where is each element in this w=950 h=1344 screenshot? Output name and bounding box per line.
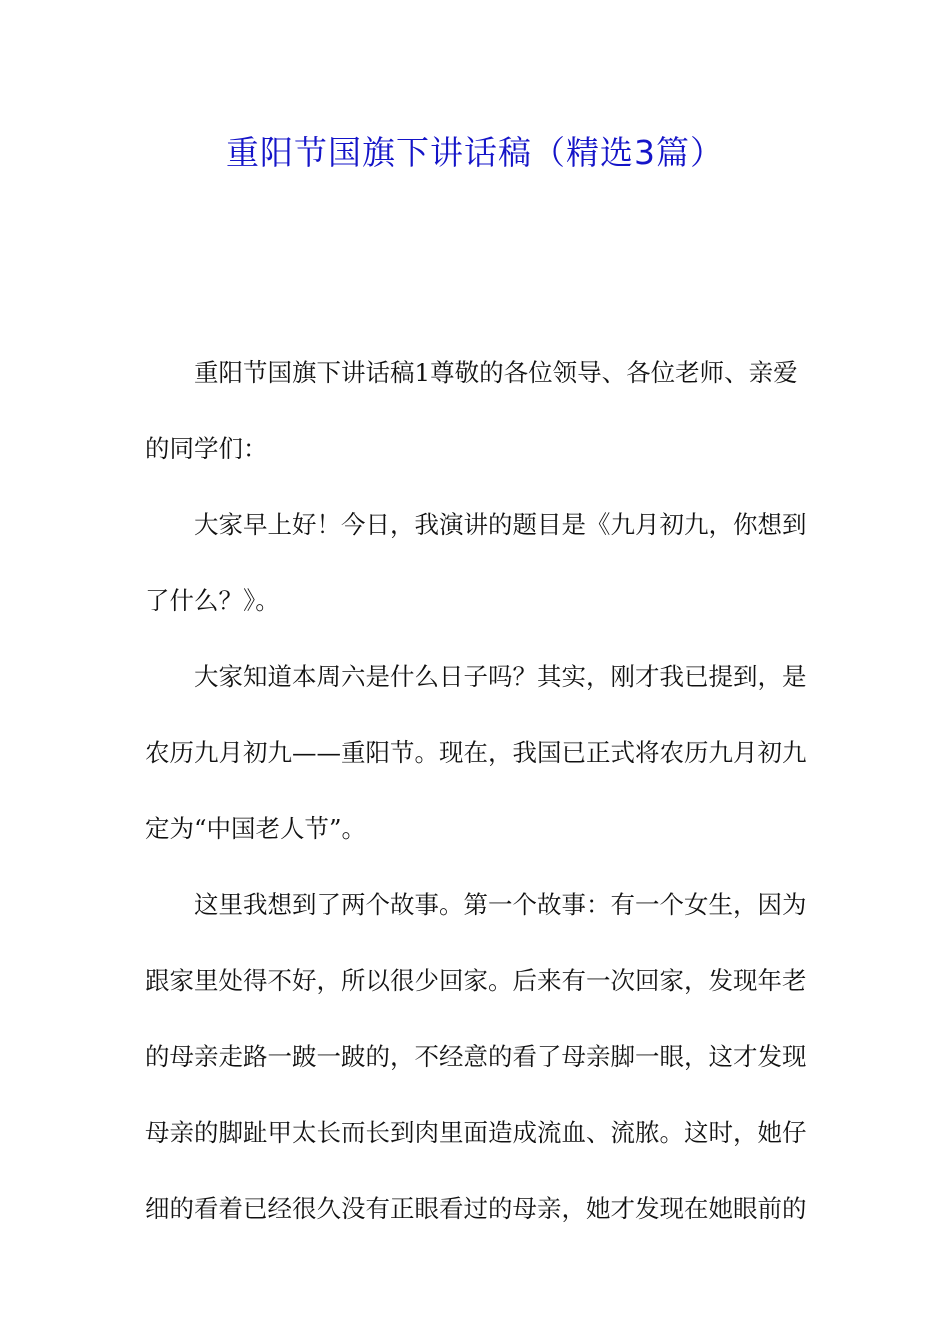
paragraph	[145, 867, 807, 1247]
paragraph	[145, 487, 807, 639]
text-line: 的母亲走路一跛一跛的，不经意的看了母亲脚一眼，这才发现	[145, 1042, 807, 1071]
text-line: 大家早上好！今日，我演讲的题目是《九月初九，你想到	[194, 510, 807, 539]
text-line: 母亲的脚趾甲太长而长到肉里面造成流血、流脓。这时，她仔	[145, 1118, 807, 1147]
text-line: 了什么？》。	[145, 586, 280, 615]
text-line: 的同学们：	[145, 434, 268, 463]
text-line: 大家知道本周六是什么日子吗？其实，刚才我已提到，是	[194, 662, 807, 691]
document-title: 重阳节国旗下讲话稿（精选3篇）	[226, 133, 724, 172]
text-line: 跟家里处得不好，所以很少回家。后来有一次回家，发现年老	[145, 966, 807, 995]
paragraph	[145, 335, 807, 487]
text-line: 重阳节国旗下讲话稿1尊敬的各位领导、各位老师、亲爱	[194, 358, 798, 387]
text-line: 定为“中国老人节”。	[145, 814, 367, 843]
paragraph	[145, 639, 807, 867]
text-line: 细的看着已经很久没有正眼看过的母亲，她才发现在她眼前的	[145, 1194, 807, 1223]
text-line: 这里我想到了两个故事。第一个故事：有一个女生，因为	[194, 890, 807, 919]
document-body	[145, 335, 807, 1247]
text-line: 农历九月初九——重阳节。现在，我国已正式将农历九月初九	[145, 738, 807, 767]
